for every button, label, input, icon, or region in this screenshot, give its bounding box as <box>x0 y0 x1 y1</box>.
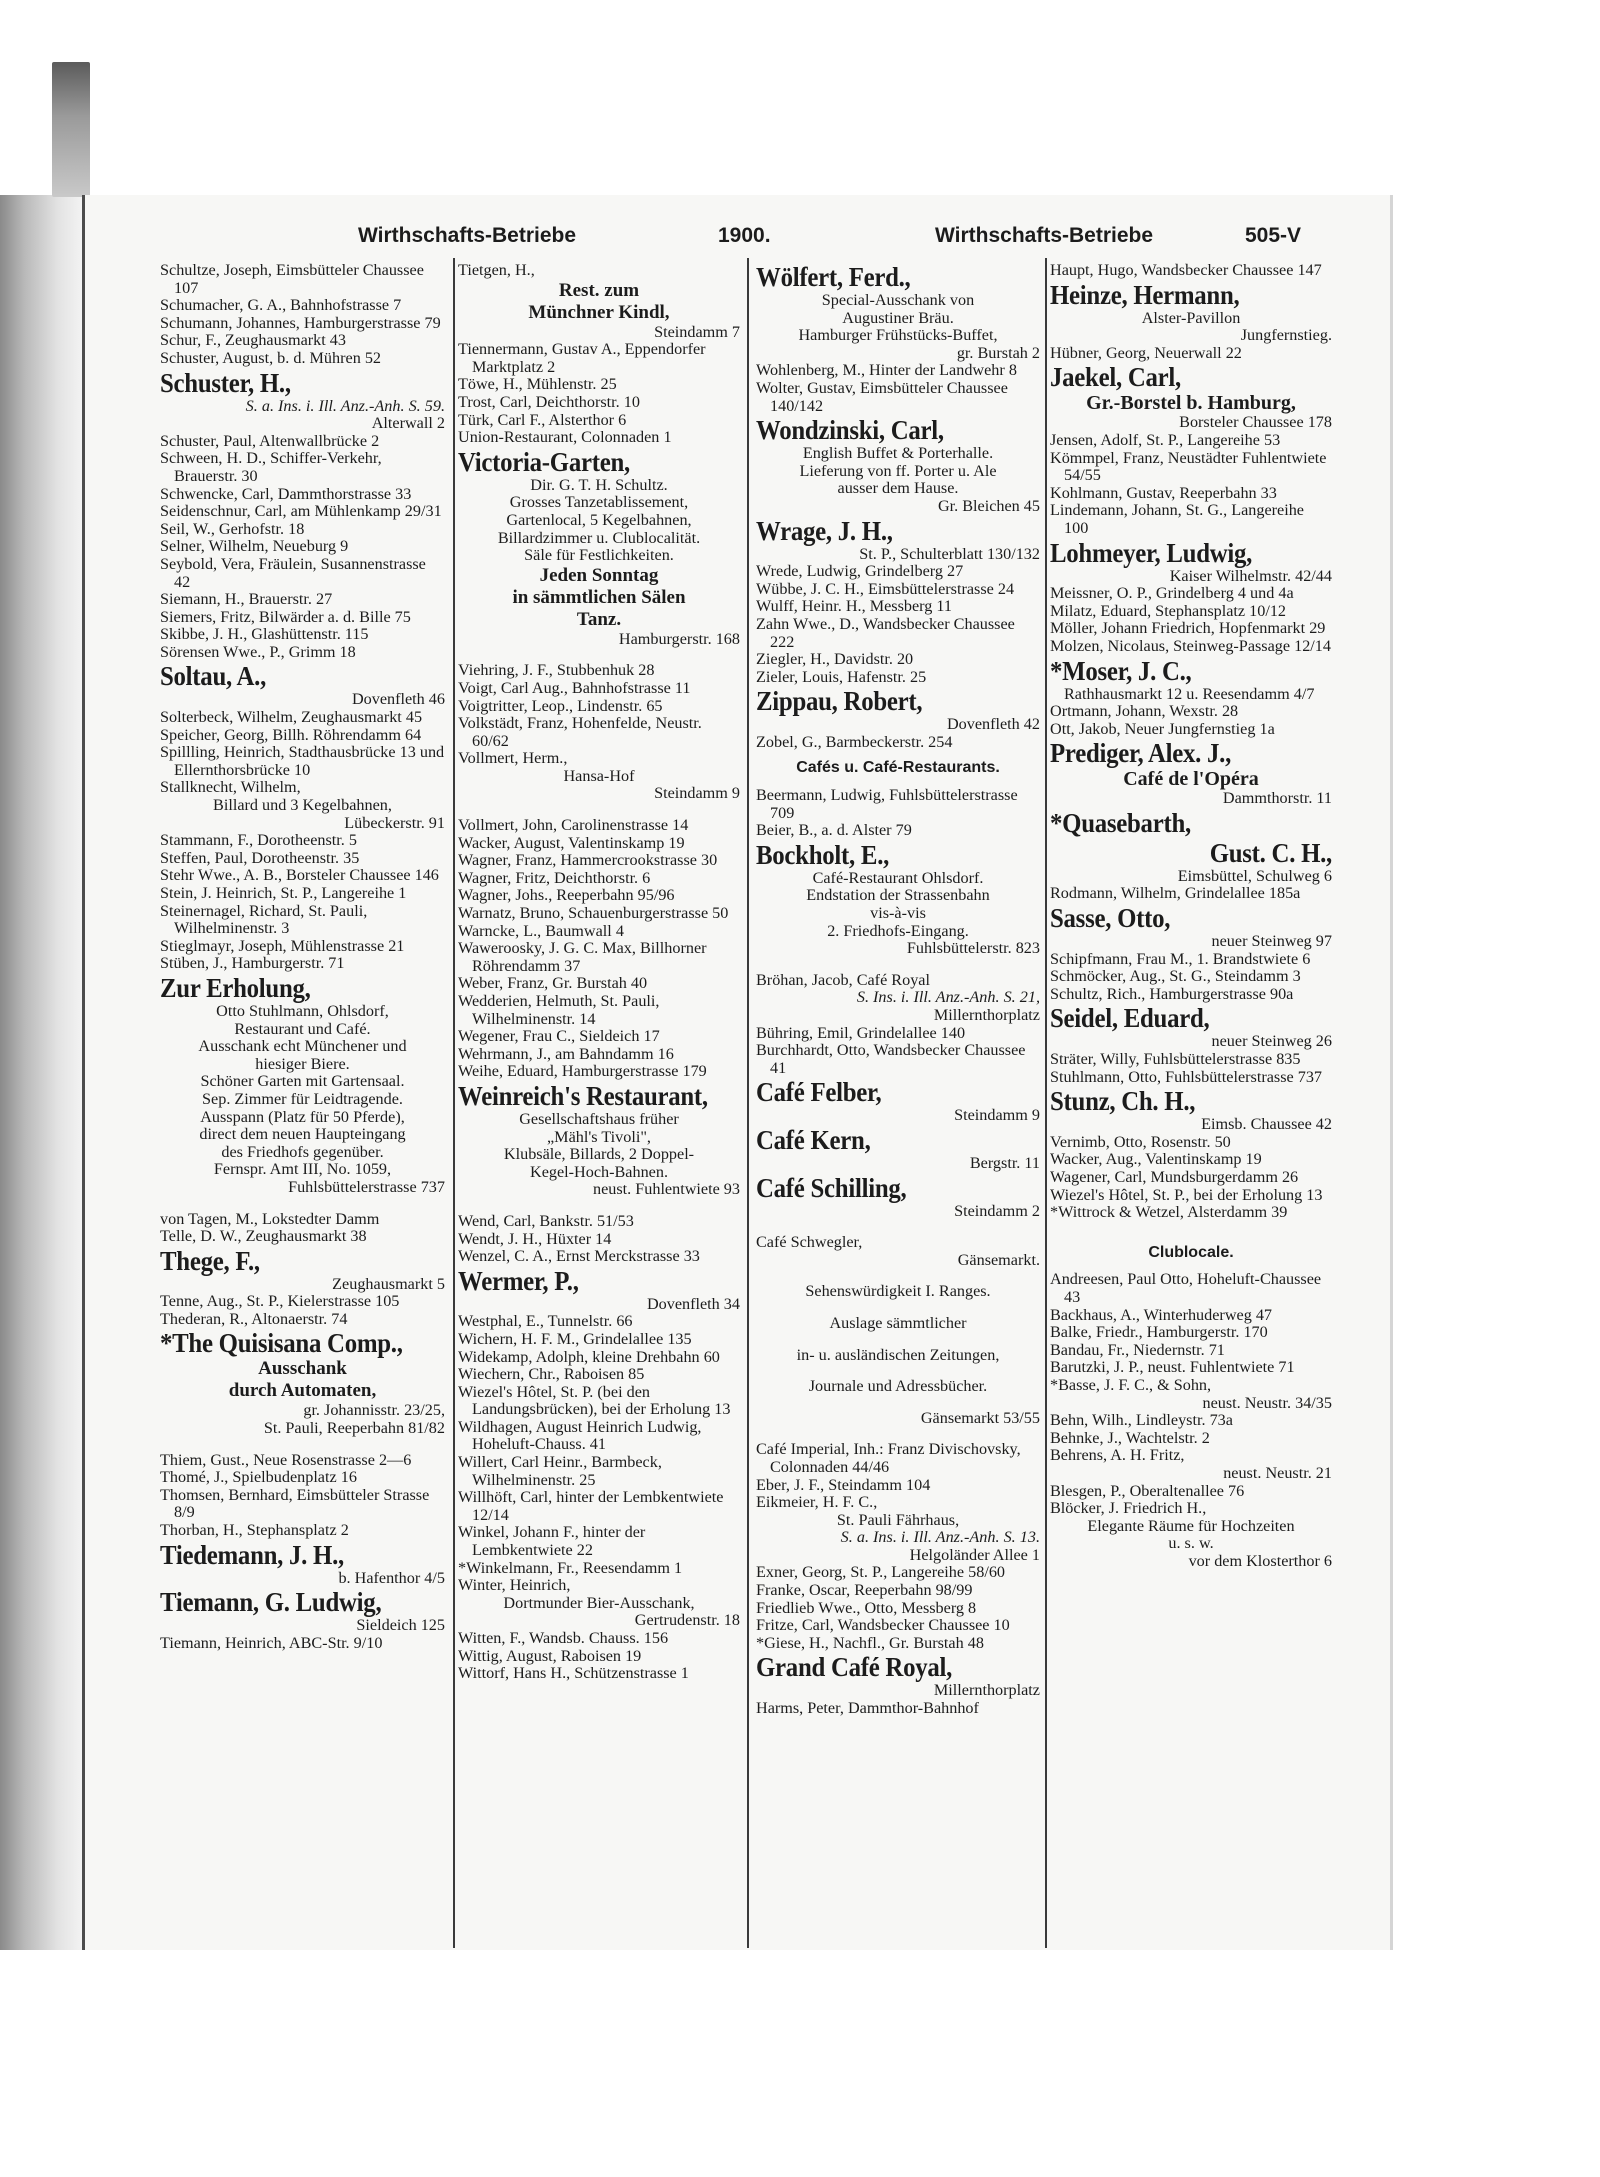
featured-entry-name: Wrage, J. H., <box>756 515 893 546</box>
featured-entry-name: Seidel, Eduard, <box>1050 1003 1210 1034</box>
spacer <box>756 1220 1040 1234</box>
directory-entry: Schuster, August, b. d. Mühren 52 <box>160 348 382 367</box>
directory-entry: Zobel, G., Barmbeckerstr. 254 <box>756 732 953 751</box>
spacer <box>458 1199 740 1213</box>
entry-address: neust. Neustr. 21 <box>1223 1463 1332 1482</box>
directory-entry: Stammann, F., Dorotheenstr. 5 <box>160 831 357 850</box>
directory-entry: Solterbeck, Wilhelm, Zeughausmarkt 45 <box>160 708 423 727</box>
directory-entry: Volkstädt, Franz, Hohenfelde, Neustr. 60/62 <box>458 714 702 750</box>
directory-entry: Bröhan, Jacob, Café Royal <box>756 970 930 989</box>
spacer <box>756 1427 1040 1441</box>
featured-entry-name: Stunz, Ch. H., <box>1050 1086 1196 1117</box>
entry-address: Helgoländer Allee 1 <box>909 1545 1040 1564</box>
directory-entry: Winkel, Johann F., hinter der Lembkentwiete 22 <box>458 1523 646 1560</box>
directory-entry: Sträter, Willy, Fuhlsbüttelerstrasse 835 <box>1050 1050 1301 1069</box>
directory-entry: Widekamp, Adolph, kleine Drehbahn 60 <box>458 1347 720 1366</box>
entry-address: Sieldeich 125 <box>356 1616 445 1635</box>
column-rule <box>1045 258 1047 1948</box>
directory-entry: Behn, Wilh., Lindleystr. 73a <box>1050 1411 1233 1430</box>
advert-line: Auslage sämmtlicher <box>829 1313 967 1332</box>
entry-address: St. P., Schulterblatt 130/132 <box>859 544 1040 563</box>
spacer <box>756 1269 1040 1283</box>
entry-address: Bergstr. 11 <box>969 1153 1040 1172</box>
directory-entry: *Winkelmann, Fr., Reesendamm 1 <box>458 1558 683 1577</box>
directory-entry: Westphal, E., Tunnelstr. 66 <box>458 1312 633 1331</box>
entry-address: Dovenfleth 46 <box>351 690 445 709</box>
entry-address: gr. Johannisstr. 23/25, <box>303 1401 445 1420</box>
directory-entry: Warnatz, Bruno, Schauenburgerstrasse 50 <box>458 904 729 923</box>
entry-address: Steindamm 9 <box>654 784 740 803</box>
directory-entry: Viehring, J. F., Stubbenhuk 28 <box>458 661 655 680</box>
directory-entry: Wacker, August, Valentinskamp 19 <box>458 833 685 852</box>
directory-entry: Schumann, Johannes, Hamburgerstrasse 79 <box>160 313 441 332</box>
advert-line: Gartenlocal, 5 Kegelbahnen, <box>506 510 692 529</box>
directory-entry: Eikmeier, H. F. C., <box>756 1493 878 1512</box>
entry-address: neuer Steinweg 97 <box>1211 932 1332 951</box>
directory-entry: Sörensen Wwe., P., Grimm 18 <box>160 642 356 661</box>
advert-line: „Mähl's Tivoli", <box>547 1127 651 1146</box>
directory-entry: Winter, Heinrich, <box>458 1576 571 1595</box>
directory-entry: Milatz, Eduard, Stephansplatz 10/12 <box>1050 601 1287 620</box>
directory-entry: Jensen, Adolf, St. P., Langereihe 53 <box>1050 430 1281 449</box>
spacer <box>756 1396 1040 1410</box>
advert-line: Fernspr. Amt III, No. 1059, <box>213 1160 392 1179</box>
advert-line: Dir. G. T. H. Schultz. <box>530 475 668 494</box>
entry-address: Borsteler Chaussee 178 <box>1179 413 1332 432</box>
directory-entry: Haupt, Hugo, Wandsbecker Chaussee 147 <box>1050 261 1322 279</box>
directory-entry: Wiechern, Chr., Raboisen 85 <box>458 1365 645 1384</box>
directory-entry: Wagner, Fritz, Deichthorstr. 6 <box>458 868 651 887</box>
featured-entry-name: Soltau, A., <box>160 661 267 692</box>
advert-line: Ausschank <box>258 1358 347 1380</box>
directory-entry: Wegener, Frau C., Sieldeich 17 <box>458 1027 660 1046</box>
directory-entry: Schuster, Paul, Altenwallbrücke 2 <box>160 431 380 450</box>
spacer <box>1050 1222 1332 1236</box>
directory-entry: Wohlenberg, M., Hinter der Landwehr 8 <box>756 361 1017 380</box>
entry-address: vor dem Klosterthor 6 <box>1188 1551 1332 1570</box>
directory-entry: Beier, B., a. d. Alster 79 <box>756 821 912 840</box>
entry-address: Millernthorplatz <box>933 1006 1040 1024</box>
directory-entry: Trost, Carl, Deichthorstr. 10 <box>458 392 640 411</box>
book-binding <box>0 195 82 1950</box>
advert-line: Münchner Kindl, <box>528 301 670 323</box>
entry-address: Gänsemarkt 53/55 <box>920 1408 1040 1427</box>
advert-line: English Buffet & Porterhalle. <box>802 444 994 463</box>
directory-entry: Telle, D. W., Zeughausmarkt 38 <box>160 1227 367 1246</box>
directory-entry: Weber, Franz, Gr. Burstah 40 <box>458 974 648 993</box>
directory-entry: Beermann, Ludwig, Fuhlsbüttelerstrasse 709 <box>756 786 1018 822</box>
directory-entry: Wiezel's Hôtel, St. P. (bei den Landungsbrücken), bei der Erholung 13 <box>458 1382 731 1419</box>
directory-entry: Seidenschnur, Carl, am Mühlenkamp 29/31 <box>160 502 442 521</box>
directory-entry: Behnke, J., Wachtelstr. 2 <box>1050 1428 1210 1447</box>
directory-entry: Rodmann, Wilhelm, Grindelallee 185a <box>1050 884 1301 903</box>
directory-entry: Selner, Wilhelm, Neueburg 9 <box>160 537 349 556</box>
directory-entry: Stehr Wwe., A. B., Borsteler Chaussee 146 <box>160 866 439 885</box>
entry-address: Eimsb. Chaussee 42 <box>1201 1115 1332 1134</box>
featured-entry-name: Café Schilling, <box>756 1172 907 1203</box>
column-rule <box>453 258 455 1948</box>
directory-entry: Steffen, Paul, Dorotheenstr. 35 <box>160 848 360 867</box>
directory-entry: Thorban, H., Stephansplatz 2 <box>160 1521 349 1540</box>
directory-entry: Andreesen, Paul Otto, Hoheluft-Chaussee 43 <box>1050 1270 1322 1306</box>
featured-entry-name: Zur Erholung, <box>160 972 311 1003</box>
directory-entry: Waweroosky, J. G. C. Max, Billhorner Röhrendamm 37 <box>458 939 707 975</box>
spacer <box>756 958 1040 972</box>
directory-entry: Ott, Jakob, Neuer Jungfernstieg 1a <box>1050 719 1275 738</box>
directory-entry: Wagener, Carl, Mundsburgerdamm 26 <box>1050 1168 1299 1186</box>
directory-entry: Wedderien, Helmuth, St. Pauli, Wilhelminenstr. 14 <box>458 992 660 1028</box>
directory-entry: Wübbe, J. C. H., Eimsbüttelerstrasse 24 <box>756 579 1015 598</box>
entry-address: Jungfernstieg. <box>1240 326 1332 345</box>
directory-entry: Wagner, Franz, Hammercrookstrasse 30 <box>458 851 718 870</box>
advert-line: Restaurant und Café. <box>234 1019 371 1038</box>
featured-entry-name: Café Kern, <box>756 1124 871 1155</box>
advert-line: Special-Ausschank von <box>821 291 975 309</box>
spacer <box>756 1364 1040 1378</box>
directory-entry: Witten, F., Wandsb. Chauss. 156 <box>458 1629 669 1647</box>
column-4 <box>1050 262 1332 1570</box>
spacer <box>756 1301 1040 1315</box>
directory-entry: Vollmert, John, Carolinenstrasse 14 <box>458 816 689 835</box>
featured-entry-name: Grand Café Royal, <box>756 1652 953 1683</box>
featured-entry-name: Bockholt, E., <box>756 839 890 870</box>
entry-address: Fuhlsbüttelerstrasse 737 <box>288 1177 445 1196</box>
directory-entry: Stallknecht, Wilhelm, <box>160 778 301 797</box>
entry-address: Alterwall 2 <box>371 414 445 433</box>
column-3 <box>756 262 1040 1718</box>
featured-entry-name: Jaekel, Carl, <box>1050 362 1181 393</box>
column-2 <box>458 262 740 1683</box>
directory-entry: Behrens, A. H. Fritz, <box>1050 1446 1185 1465</box>
advert-line: Sehenswürdigkeit I. Ranges. <box>805 1282 991 1301</box>
spacer <box>160 1438 445 1452</box>
featured-entry-name: Thege, F., <box>160 1245 260 1276</box>
directory-entry: Franke, Oscar, Reeperbahn 98/99 <box>756 1581 973 1600</box>
directory-entry: Wenzel, C. A., Ernst Merckstrasse 33 <box>458 1247 700 1266</box>
featured-entry-name: Sasse, Otto, <box>1050 903 1171 934</box>
entry-address: neuer Steinweg 26 <box>1211 1032 1332 1051</box>
featured-entry-name: Heinze, Hermann, <box>1050 279 1240 310</box>
directory-entry: Vollmert, Herm., <box>458 749 568 768</box>
directory-entry: Meissner, O. P., Grindelberg 4 und 4a <box>1050 584 1294 603</box>
directory-entry: Wolter, Gustav, Eimsbütteler Chaussee 140/142 <box>756 378 1008 415</box>
advert-line: vis-à-vis <box>870 904 926 923</box>
directory-entry: Vernimb, Otto, Rosenstr. 50 <box>1050 1132 1231 1151</box>
advert-line: ausser dem Hause. <box>837 479 959 498</box>
directory-entry: Kohlmann, Gustav, Reeperbahn 33 <box>1050 483 1277 502</box>
header-year: 1900. <box>718 224 771 247</box>
entry-address: Steindamm 7 <box>654 322 740 341</box>
column-1 <box>160 262 445 1652</box>
advert-line: Rest. zum <box>558 279 640 301</box>
directory-entry: Zahn Wwe., D., Wandsbecker Chaussee 222 <box>756 614 1015 651</box>
directory-entry: Seybold, Vera, Fräulein, Susannenstrasse 42 <box>160 554 426 591</box>
advert-line: Alster-Pavillon <box>1141 308 1241 327</box>
featured-entry-name: Zippau, Robert, <box>756 686 923 717</box>
directory-entry: *Wittrock & Wetzel, Alsterdamm 39 <box>1050 1203 1288 1222</box>
directory-entry: Ortmann, Johann, Wexstr. 28 <box>1050 702 1239 721</box>
featured-entry-name: Tiedemann, J. H., <box>160 1539 344 1570</box>
directory-entry: Schipfmann, Frau M., 1. Brandstwiete 6 <box>1050 949 1311 968</box>
directory-entry: Zieler, Louis, Hafenstr. 25 <box>756 667 927 686</box>
advert-line: Grosses Tanzetablissement, <box>509 493 689 512</box>
directory-entry: Stüben, J., Hamburgerstr. 71 <box>160 954 345 973</box>
featured-entry-name: *Quasebarth, <box>1050 807 1191 838</box>
directory-entry: Speicher, Georg, Billh. Röhrendamm 64 <box>160 725 422 744</box>
directory-entry: Blesgen, P., Oberaltenallee 76 <box>1050 1481 1245 1500</box>
directory-entry: Thederan, R., Altonaerstr. 74 <box>160 1309 348 1328</box>
advert-line: Tanz. <box>576 608 622 630</box>
directory-entry: Thomé, J., Spielbudenplatz 16 <box>160 1468 357 1487</box>
advert-line: Elegante Räume für Hochzeiten <box>1087 1516 1295 1535</box>
advert-line: Sep. Zimmer für Leidtragende. <box>202 1089 403 1108</box>
entry-address: Zeughausmarkt 5 <box>332 1274 445 1293</box>
featured-entry-name: Weinreich's Restaurant, <box>458 1080 708 1111</box>
entry-address: Rathhausmarkt 12 u. Reesendamm 4/7 <box>1064 684 1315 703</box>
directory-entry: Wrede, Ludwig, Grindelberg 27 <box>756 562 964 581</box>
advert-line: 2. Friedhofs-Eingang. <box>827 921 969 940</box>
directory-entry: Lindemann, Johann, St. G., Langereihe 100 <box>1050 501 1304 537</box>
directory-entry: Hübner, Georg, Neuerwall 22 <box>1050 343 1242 362</box>
entry-address: Gertrudenstr. 18 <box>634 1611 740 1630</box>
page-tab <box>52 62 90 197</box>
featured-entry-name: Wölfert, Ferd., <box>756 262 911 292</box>
advert-line: Café de l'Opéra <box>1123 768 1259 791</box>
featured-entry-name: *Moser, J. C., <box>1050 655 1192 686</box>
advert-line: Café-Restaurant Ohlsdorf. <box>812 868 984 887</box>
advert-line: Kegel-Hoch-Bahnen. <box>530 1162 668 1181</box>
directory-entry: Steinernagel, Richard, St. Pauli, Wilhelminenstr. 3 <box>160 901 368 938</box>
entry-address: Millernthorplatz <box>933 1681 1040 1700</box>
entry-address: Gr. Bleichen 45 <box>937 496 1040 515</box>
directory-entry: Wend, Carl, Bankstr. 51/53 <box>458 1211 634 1230</box>
directory-entry: Burchhardt, Otto, Wandsbecker Chaussee 41 <box>756 1041 1026 1077</box>
spacer <box>756 1333 1040 1347</box>
directory-entry: Stieglmayr, Joseph, Mühlenstrasse 21 <box>160 936 405 955</box>
spacer <box>458 803 740 817</box>
directory-entry: Backhaus, A., Winterhuderweg 47 <box>1050 1305 1273 1324</box>
directory-entry: Skibbe, J. H., Glashüttenstr. 115 <box>160 625 369 644</box>
page-header <box>0 224 1600 254</box>
directory-entry: Stein, J. Heinrich, St. P., Langereihe 1 <box>160 884 407 902</box>
reference-note: S. Ins. i. Ill. Anz.-Anh. S. 21, <box>856 988 1040 1007</box>
entry-address: Dovenfleth 34 <box>646 1294 740 1313</box>
advert-line: Hamburger Frühstücks-Buffet, <box>798 326 998 345</box>
directory-entry: Tenne, Aug., St. P., Kielerstrasse 105 <box>160 1292 400 1311</box>
featured-entry-name: Victoria-Garten, <box>458 446 630 477</box>
directory-entry: Barutzki, J. P., neust. Fuhlentwiete 71 <box>1050 1358 1295 1377</box>
advert-line: Dortmunder Bier-Ausschank, <box>503 1593 695 1612</box>
directory-entry: Tiemann, Heinrich, ABC-Str. 9/10 <box>160 1633 383 1652</box>
directory-entry: Molzen, Nicolaus, Steinweg-Passage 12/14 <box>1050 636 1331 655</box>
directory-entry: Wagner, Johs., Reeperbahn 95/96 <box>458 886 675 905</box>
advert-line: in sämmtlichen Sälen <box>512 586 686 608</box>
advert-line: Jeden Sonntag <box>539 564 659 586</box>
directory-entry: Wendt, J. H., Hüxter 14 <box>458 1229 612 1248</box>
section-heading: Cafés u. Café-Restaurants. <box>796 759 1000 777</box>
directory-entry: Schur, F., Zeughausmarkt 43 <box>160 331 346 350</box>
entry-address: neust. Neustr. 34/35 <box>1202 1393 1332 1412</box>
directory-entry: Willert, Carl Heinr., Barmbeck, Wilhelminenstr. 25 <box>458 1453 662 1489</box>
featured-entry-name: *The Quisisana Comp., <box>160 1328 403 1359</box>
entry-address: St. Pauli, Reeperbahn 81/82 <box>263 1419 445 1438</box>
spacer <box>458 648 740 662</box>
directory-entry: Café Imperial, Inh.: Franz Divischovsky, Colonnaden 44/46 <box>756 1440 1021 1476</box>
directory-entry: Friedlieb Wwe., Otto, Messberg 8 <box>756 1598 977 1617</box>
directory-entry: Türk, Carl F., Alsterthor 6 <box>458 410 627 429</box>
entry-address: Kaiser Wilhelmstr. 42/44 <box>1169 566 1332 585</box>
directory-entry: Schultz, Rich., Hamburgerstrasse 90a <box>1050 984 1294 1003</box>
directory-entry: Stuhlmann, Otto, Fuhlsbüttelerstrasse 737 <box>1050 1067 1323 1086</box>
spacer <box>160 1197 445 1211</box>
advert-line: Lieferung von ff. Porter u. Ale <box>799 461 997 480</box>
directory-entry: Warncke, L., Baumwall 4 <box>458 921 624 940</box>
header-right-title: Wirthschafts-Betriebe <box>935 224 1154 247</box>
directory-entry: Tiennermann, Gustav A., Eppendorfer Marktplatz 2 <box>458 340 706 376</box>
entry-address: Dovenfleth 42 <box>946 715 1040 734</box>
advert-line: Billard und 3 Kegelbahnen, <box>213 796 392 815</box>
advert-line: des Friedhofs gegenüber. <box>221 1142 384 1161</box>
directory-entry: Bandau, Fr., Niedernstr. 71 <box>1050 1340 1225 1359</box>
entry-address: Dammthorstr. 11 <box>1222 789 1332 808</box>
featured-entry-name: Café Felber, <box>756 1077 882 1108</box>
directory-entry: Wiezel's Hôtel, St. P., bei der Erholung 13 <box>1050 1185 1323 1204</box>
advert-line: Gesellschaftshaus früher <box>519 1109 679 1128</box>
directory-entry: Wichern, H. F. M., Grindelallee 135 <box>458 1329 692 1348</box>
featured-entry-name: Tiemann, G. Ludwig, <box>160 1587 382 1618</box>
advert-line: Journale und Adressbücher. <box>808 1377 988 1396</box>
directory-entry: Voigt, Carl Aug., Bahnhofstrasse 11 <box>458 678 691 697</box>
directory-entry: Kömmpel, Franz, Neustädter Fuhlentwiete 54/55 <box>1050 448 1327 485</box>
featured-entry-name: Wondzinski, Carl, <box>756 415 944 446</box>
advert-line: durch Automaten, <box>228 1380 377 1402</box>
directory-entry: Blöcker, J. Friedrich H., <box>1050 1499 1207 1518</box>
directory-entry: Union-Restaurant, Colonnaden 1 <box>458 428 672 447</box>
advert-line: Billardzimmer u. Clublocalität. <box>497 528 701 547</box>
directory-entry: Voigtritter, Leop., Lindenstr. 65 <box>458 696 663 715</box>
advert-line: Ausschank echt Münchener und <box>198 1037 407 1056</box>
column-rule <box>747 258 749 1948</box>
advert-line: in- u. ausländischen Zeitungen, <box>796 1345 1000 1364</box>
directory-entry: Wehrmann, J., am Bahndamm 16 <box>458 1044 674 1063</box>
directory-entry: Exner, Georg, St. P., Langereihe 58/60 <box>756 1563 1006 1582</box>
reference-note: S. a. Ins. i. Ill. Anz.-Anh. S. 59. <box>245 396 445 415</box>
directory-entry: Wildhagen, August Heinrich Ludwig, Hoheluft-Chauss. 41 <box>458 1417 702 1454</box>
directory-entry: Fritze, Carl, Wandsbecker Chaussee 10 <box>756 1616 1010 1635</box>
directory-entry: Tietgen, H., <box>458 261 535 279</box>
entry-address: Steindamm 9 <box>954 1106 1040 1125</box>
directory-entry: Wittorf, Hans H., Schützenstrasse 1 <box>458 1664 689 1683</box>
directory-entry: Café Schwegler, <box>756 1233 863 1252</box>
advert-line: hiesiger Biere. <box>255 1054 350 1073</box>
header-left-title: Wirthschafts-Betriebe <box>358 224 577 247</box>
directory-entry: Schultze, Joseph, Eimsbütteler Chaussee 107 <box>160 261 424 297</box>
directory-entry: *Giese, H., Nachfl., Gr. Burstah 48 <box>756 1633 984 1652</box>
directory-entry: Seil, W., Gerhofstr. 18 <box>160 519 305 538</box>
featured-entry-name: Schuster, H., <box>160 367 291 398</box>
advert-line: Endstation der Strassenbahn <box>806 886 990 905</box>
directory-entry: Schwencke, Carl, Dammthorstrasse 33 <box>160 484 412 503</box>
directory-entry: Wittig, August, Raboisen 19 <box>458 1646 642 1665</box>
entry-address: gr. Burstah 2 <box>956 343 1040 362</box>
directory-entry: Schumacher, G. A., Bahnhofstrasse 7 <box>160 296 402 315</box>
entry-address: Steindamm 2 <box>954 1201 1040 1220</box>
directory-entry: von Tagen, M., Lokstedter Damm <box>160 1209 380 1228</box>
header-page-number: 505-V <box>1245 224 1302 247</box>
directory-entry: Balke, Friedr., Hamburgerstr. 170 <box>1050 1323 1268 1342</box>
advert-line: u. s. w. <box>1168 1534 1214 1553</box>
entry-address: Lübeckerstr. 91 <box>344 813 445 832</box>
directory-entry: Thomsen, Bernhard, Eimsbütteler Strasse 8/9 <box>160 1485 430 1522</box>
advert-line: Otto Stuhlmann, Ohlsdorf, <box>216 1001 389 1020</box>
advert-line: direct dem neuen Haupteingang <box>199 1125 406 1144</box>
advert-line: Klubsäle, Billards, 2 Doppel- <box>503 1145 695 1164</box>
directory-entry: Bühring, Emil, Grindelallee 140 <box>756 1023 966 1042</box>
directory-entry: Schmöcker, Aug., St. G., Steindamm 3 <box>1050 967 1301 986</box>
directory-entry: Weihe, Eduard, Hamburgerstrasse 179 <box>458 1062 707 1081</box>
directory-entry: Schween, H. D., Schiffer-Verkehr, Brauerstr. 30 <box>160 449 382 485</box>
entry-address: Eimsbüttel, Schulweg 6 <box>1177 866 1332 885</box>
advert-line: Hansa-Hof <box>563 766 635 785</box>
advert-line: Ausspann (Platz für 50 Pferde), <box>200 1107 405 1126</box>
advert-line: Schöner Garten mit Gartensaal. <box>200 1072 405 1091</box>
directory-entry: Wacker, Aug., Valentinskamp 19 <box>1050 1150 1262 1169</box>
entry-address: Gänsemarkt. <box>957 1250 1040 1269</box>
directory-entry: Spillling, Heinrich, Stadthausbrücke 13 und Ellernthorsbrücke 10 <box>160 743 445 779</box>
featured-entry-name: Lohmeyer, Ludwig, <box>1050 537 1253 568</box>
directory-entry: Harms, Peter, Dammthor-Bahnhof <box>756 1699 979 1718</box>
reference-note: S. a. Ins. i. Ill. Anz.-Anh. S. 13. <box>840 1528 1040 1547</box>
directory-entry: Töwe, H., Mühlenstr. 25 <box>458 375 617 394</box>
advert-line: Gr.-Borstel b. Hamburg, <box>1086 392 1296 415</box>
featured-entry-name: Gust. C. H., <box>1209 837 1332 868</box>
featured-entry-name: Wermer, P., <box>458 1265 579 1296</box>
directory-entry: Siemers, Fritz, Bilwärder a. d. Bille 75 <box>160 607 411 626</box>
entry-address: Hamburgerstr. 168 <box>618 629 740 648</box>
advert-line: St. Pauli Fährhaus, <box>836 1510 960 1529</box>
entry-address: Fuhlsbüttelerstr. 823 <box>906 939 1040 958</box>
directory-entry: Wulff, Heinr. H., Messberg 11 <box>756 597 952 616</box>
entry-address: b. Hafenthor 4/5 <box>338 1568 445 1587</box>
entry-address: neust. Fuhlentwiete 93 <box>592 1180 740 1199</box>
advert-line: Augustiner Bräu. <box>842 308 954 327</box>
directory-entry: Willhöft, Carl, hinter der Lembkentwiete 12/14 <box>458 1488 724 1524</box>
directory-entry: Thiem, Gust., Neue Rosenstrasse 2—6 <box>160 1450 412 1469</box>
directory-entry: Siemann, H., Brauerstr. 27 <box>160 590 333 609</box>
directory-entry: Ziegler, H., Davidstr. 20 <box>756 650 914 669</box>
directory-entry: *Basse, J. F. C., & Sohn, <box>1050 1375 1212 1394</box>
directory-entry: Möller, Johann Friedrich, Hopfenmarkt 29 <box>1050 619 1326 638</box>
featured-entry-name: Prediger, Alex. J., <box>1050 738 1232 769</box>
advert-line: Säle für Festlichkeiten. <box>524 546 674 565</box>
section-heading: Clublocale. <box>1148 1243 1234 1261</box>
directory-entry: Eber, J. F., Steindamm 104 <box>756 1475 931 1494</box>
